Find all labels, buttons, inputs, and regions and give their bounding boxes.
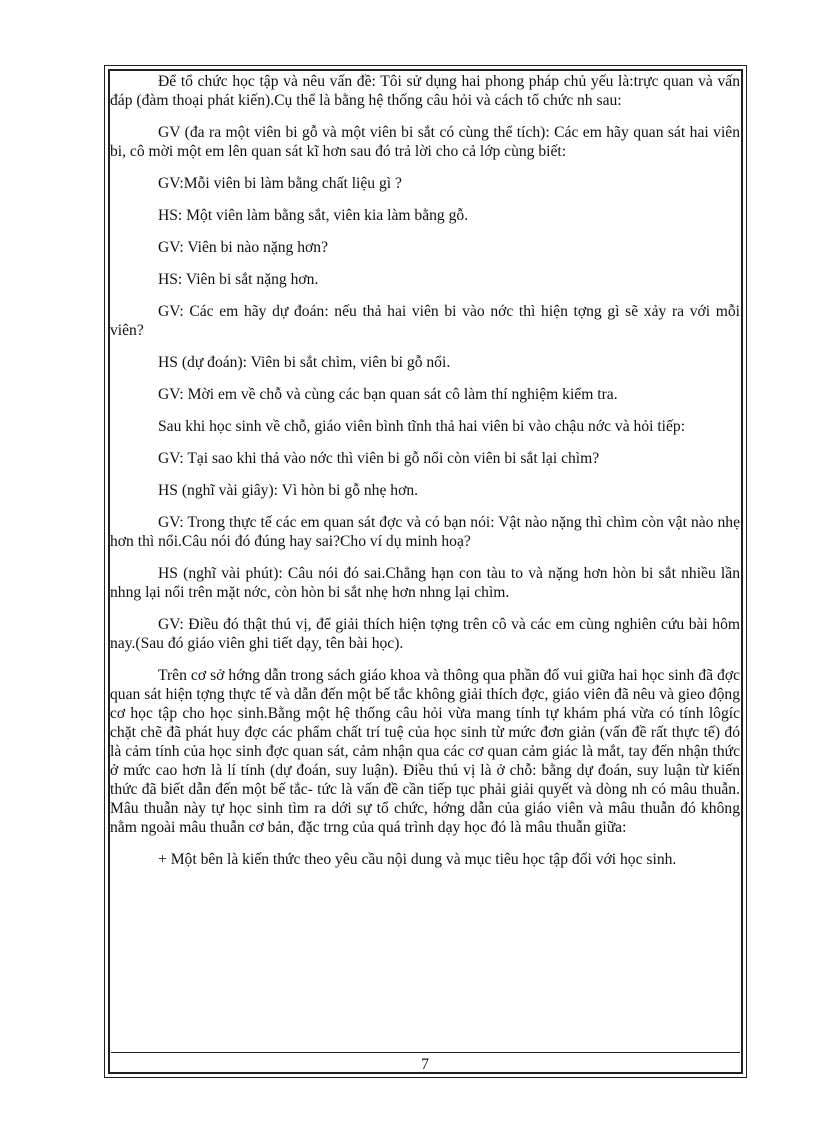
- paragraph-intro: Để tổ chức học tập và nêu vấn đề: Tôi sử dụng hai phong pháp chủ yếu là:trực quan và vấn đáp (đàm thoại phát kiến).Cụ thể là bằng hệ thống câu hỏi và cách tổ chức nh sau:: [110, 73, 740, 109]
- paragraph-gv-why: GV: Tại sao khi thả vào nớc thì viên bi gỗ nổi còn viên bi sắt lại chìm?: [158, 450, 600, 467]
- footer-divider: [111, 1052, 740, 1053]
- paragraph-hs-why: HS (nghĩ vài giây): Vì hòn bi gỗ nhẹ hơn.: [158, 482, 419, 499]
- paragraph-hs-reality: HS (nghĩ vài phút): Câu nói đó sai.Chẳng hạn con tàu to và nặng hơn hòn bi sắt nhiều lần nhng lại nổi trên mặt nớc, còn hòn bi sắt nhẹ hơn nhng lại chìm.: [110, 565, 740, 601]
- paragraph-gv-question-heavier: GV: Viên bi nào nặng hơn?: [158, 239, 328, 256]
- paragraph-gv-predict: GV: Các em hãy dự đoán: nếu thả hai viên bi vào nớc thì hiện tợng gì sẽ xảy ra với mỗi viên?: [110, 303, 740, 339]
- paragraph-bullet: + Một bên là kiến thức theo yêu cầu nội dung và mục tiêu học tập đối với học sinh.: [158, 851, 677, 868]
- document-body: [110, 72, 740, 992]
- paragraph-gv-experiment: GV: Mời em về chỗ và cùng các bạn quan sát cô làm thí nghiệm kiểm tra.: [158, 386, 618, 403]
- paragraph-gv-conclusion: GV: Điều đó thật thú vị, để giải thích hiện tợng trên cô và các em cùng nghiên cứu bài hôm nay.(Sau đó giáo viên ghi tiết dạy, tên bài học).: [110, 616, 740, 652]
- paragraph-gv-reality: GV: Trong thực tế các em quan sát đợc và có bạn nói: Vật nào nặng thì chìm còn vật nào nhẹ hơn thì nổi.Câu nói đó đúng hay sai?Cho ví dụ minh hoạ?: [110, 514, 740, 550]
- page-number: 7: [421, 1056, 429, 1073]
- paragraph-hs-answer-material: HS: Một viên làm bằng sắt, viên kia làm bằng gỗ.: [158, 207, 469, 224]
- paragraph-teacher-action: Sau khi học sinh về chỗ, giáo viên bình tĩnh thả hai viên bi vào chậu nớc và hỏi tiếp:: [158, 418, 686, 435]
- paragraph-hs-answer-heavier: HS: Viên bi sắt nặng hơn.: [158, 271, 319, 288]
- paragraph-analysis: Trên cơ sở hớng dẫn trong sách giáo khoa và thông qua phần đố vui giữa hai học sinh đã đợc quan sát hiện tợng thực tế và dẫn đến một bế tắc không giải thích đợc, giáo viên đã nêu và gieo động cơ học tập cho học sinh.Bằng một hệ thống câu hỏi vừa mang tính tự khám phá vừa có tính lôgíc chặt chẽ đã phát huy đợc các phẩm chất trí tuệ của học sinh từ mức đơn giản (vấn đề rất thực tế) đó là cảm tính của học sinh đợc quan sát, cảm nhận qua các cơ quan cảm giác là mắt, tay đến nhận thức ở mức cao hơn là lí tính (dự đoán, suy luận). Điều thú vị là ở chỗ: bằng dự đoán, suy luận từ kiến thức đã biết dẫn đến một bế tắc- tức là vấn đề cần tiếp tục phải giải quyết và dòng nh có mâu thuẫn. Mâu thuẫn này tự học sinh tìm ra dới sự tổ chức, hớng dẫn của giáo viên và mâu thuẫn đó không nằm ngoài mâu thuẫn cơ bản, đặc trng của quá trình dạy học đó là mâu thuẫn giữa:: [110, 667, 740, 836]
- paragraph-gv-question-material: GV:Mỗi viên bi làm bằng chất liệu gì ?: [158, 175, 402, 192]
- paragraph-hs-predict: HS (dự đoán): Viên bi sắt chìm, viên bi gỗ nổi.: [158, 354, 451, 371]
- paragraph-gv-setup: GV (đa ra một viên bi gỗ và một viên bi sắt có cùng thể tích): Các em hãy quan sát hai viên bi, cô mời một em lên quan sát kĩ hơn sau đó trả lời cho cả lớp cùng biết:: [110, 124, 740, 160]
